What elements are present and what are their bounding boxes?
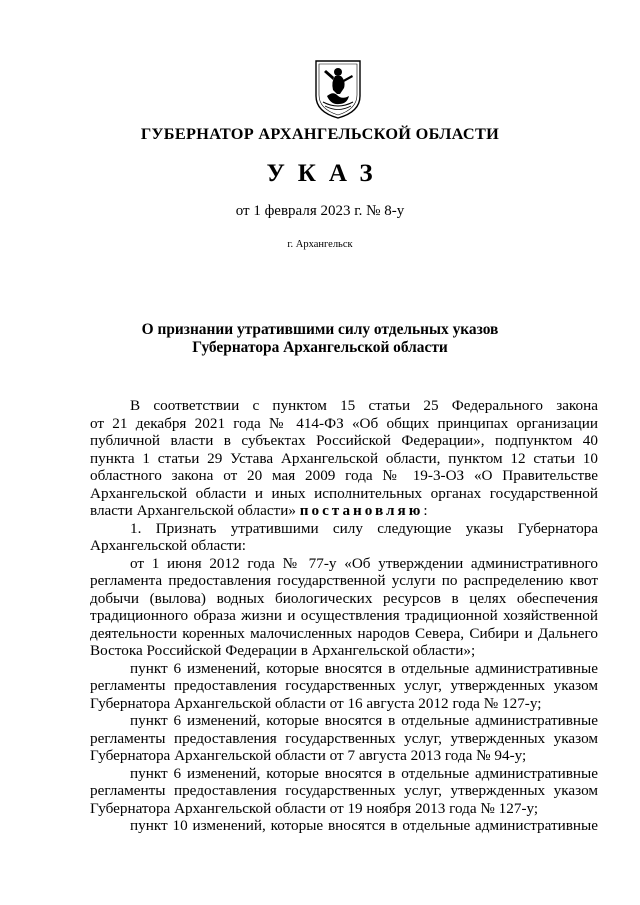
item-1-paragraph (90, 520, 598, 555)
text-line (90, 502, 598, 520)
text-line: публичной власти в субъектах Российской Федерации», подпунктом 40 (90, 432, 598, 449)
text-line: пункта 1 статьи 29 Устава Архангельской области, пунктом 12 статьи 10 (90, 449, 598, 467)
date-and-number: от 1 февраля 2023 г. № 8-у (235, 203, 405, 219)
text-line: от 21 декабря 2021 года № 414-ФЗ «Об общих принципах организации (90, 414, 598, 432)
intro-text: власти Архангельской области» (90, 502, 296, 519)
decree-paragraph (90, 660, 598, 713)
intro-paragraph (90, 397, 598, 520)
text-line: регламенты предоставления государственных услуг, утвержденных указом (90, 729, 598, 747)
document-body (90, 397, 598, 835)
text-line: регламенты предоставления государственных услуг, утвержденных указом (90, 782, 598, 799)
text-line: Архангельской области: (90, 537, 246, 554)
decree-paragraph (90, 712, 598, 765)
decree-paragraph (90, 555, 598, 660)
text-line: пункт 6 изменений, которые вносятся в отдельные административные (130, 764, 598, 782)
text-line: В соответствии с пунктом 15 статьи 25 Федерального закона (130, 397, 598, 414)
keyword-postanovlyayu: постановляю (299, 502, 424, 519)
text-line: Губернатора Архангельской области от 16 августа 2012 года № 127-у; (90, 694, 542, 712)
title-line: Губернатора Архангельской области (192, 339, 448, 356)
text-line: областного закона от 20 мая 2009 года № 19-3-ОЗ «О Правительстве (90, 467, 598, 484)
organization-heading: ГУБЕРНАТОР АРХАНГЕЛЬСКОЙ ОБЛАСТИ (140, 124, 500, 143)
decree-paragraph (90, 765, 598, 818)
colon: : (423, 502, 428, 519)
text-line: пункт 6 изменений, которые вносятся в отдельные административные (130, 659, 598, 677)
text-line: Губернатора Архангельской области от 7 августа 2013 года № 94-у; (90, 747, 527, 764)
text-line: Востока Российской Федерации в Архангельской области»; (90, 642, 476, 659)
city: г. Архангельск (287, 239, 353, 250)
text-line: от 1 июня 2012 года № 77-у «Об утверждении административного (130, 554, 598, 572)
text-line: пункт 10 изменений, которые вносятся в отдельные административные (130, 817, 598, 834)
text-line: традиционного образа жизни и осуществления традиционной хозяйственной (90, 607, 598, 624)
text-line: деятельности коренных малочисленных народов Севера, Сибири и Дальнего (90, 624, 598, 642)
title-line: О признании утратившими силу отдельных указов (141, 321, 499, 338)
text-line: пункт 6 изменений, которые вносятся в отдельные административные (130, 712, 598, 729)
text-line: регламенты предоставления государственных услуг, утвержденных указом (90, 677, 598, 694)
text-line: добычи (вылова) водных биологических ресурсов в целях обеспечения (90, 589, 598, 607)
decree-paragraph (90, 817, 598, 835)
text-line: 1. Признать утратившими силу следующие указы Губернатора (130, 519, 598, 537)
coat-of-arms-icon (313, 58, 363, 120)
document-type: УКАЗ (266, 160, 386, 187)
document-title (0, 321, 640, 357)
text-line: регламента предоставления государственной услуги по распределению квот (90, 572, 598, 589)
text-line: Губернатора Архангельской области от 19 ноября 2013 года № 127-у; (90, 799, 539, 817)
text-line: Архангельской области и иных исполнительных органах государственной (90, 484, 598, 502)
